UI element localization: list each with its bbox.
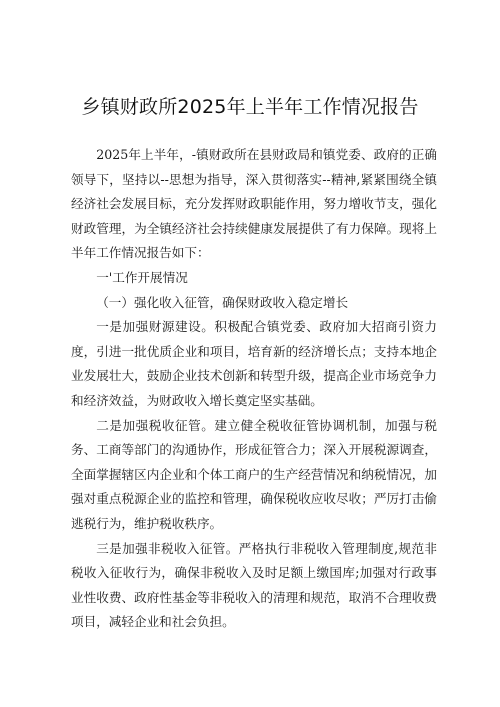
paragraph-non-tax-revenue: 三是加强非税收入征管。严格执行非税收入管理制度,规范非税收入征收行为，确保非税收入及时足额上缴国库;加强对行政事业性收费、政府性基金等非税收入的清理和规范，取消不合理收费项目，减轻企业和社会负担。 (71, 540, 437, 630)
paragraph-finance-source: 一是加强财源建设。积极配合镇党委、政府加大招商引资力度，引进一批优质企业和项目，培育新的经济增长点；支持本地企业发展壮大，鼓励企业技术创新和转型升级，提高企业市场竞争力和经济效益，为财政收入增长奠定坚实基础。 (71, 319, 437, 408)
paragraph-tax-collection: 二是加强税收征管。建立健全税收征管协调机制，加强与税务、工商等部门的沟通协作，形成征管合力；深入开展税源调查，全面掌握辖区内企业和个体工商户的生产经营情况和纳税情况，加强对重点税源企业的监控和管理，确保税收应收尽收；严厉打击偷逃税行为，维护税收秩序。 (71, 417, 437, 531)
document-title: 乡镇财政所2025年上半年工作情况报告 (81, 96, 419, 118)
section-heading: 一'工作开展情况 (96, 269, 188, 285)
paragraph-intro: 2025年上半年，-镇财政所在县财政局和镇党委、政府的正确领导下，坚持以--思想为指导，深入贯彻落实--精神,紧紧围绕全镇经济社会发展目标，充分发挥财政职能作用，努力增收节支，强化财政管理，为全镇经济社会持续健康发展提供了有力保障。现将上半年工作情况报告如下： (71, 147, 437, 261)
document-body (71, 143, 437, 635)
subsection-heading: （一）强化收入征管，确保财政收入稳定增长 (96, 294, 349, 310)
